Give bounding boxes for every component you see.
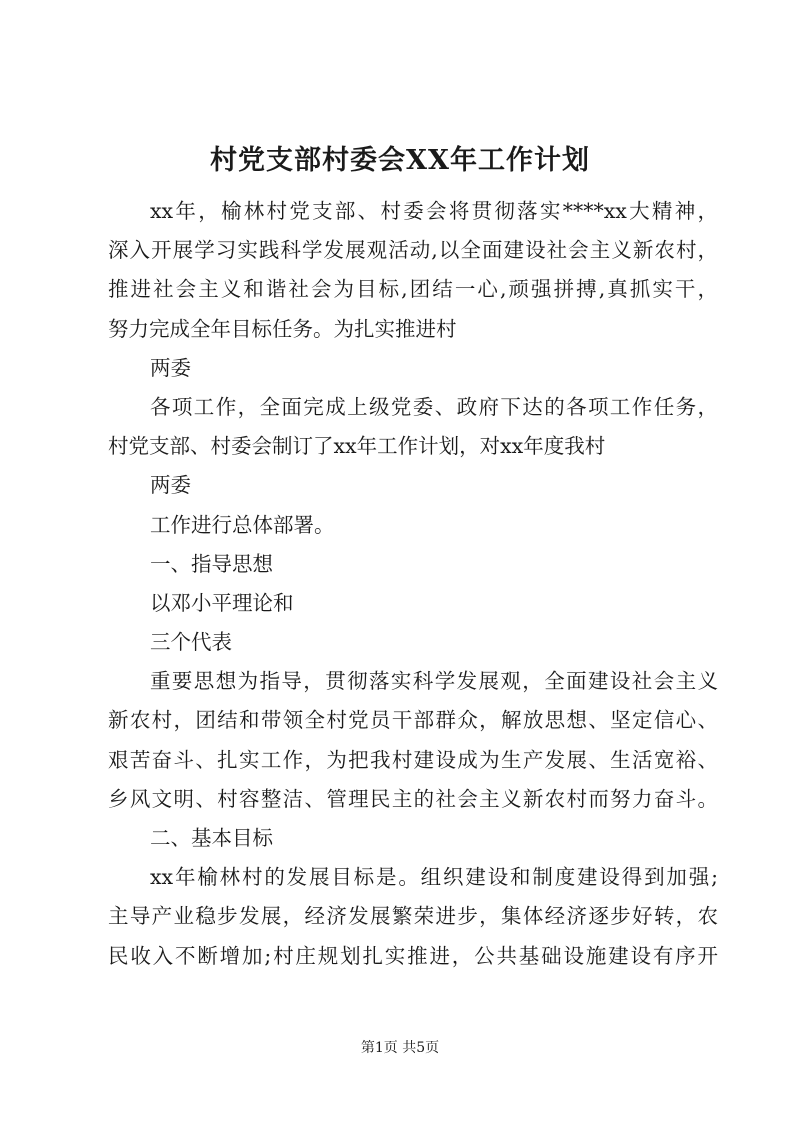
section-heading: 一、指导思想: [150, 551, 273, 576]
text-line: 两委: [150, 473, 191, 498]
document-title: 村党支部村委会XX年工作计划: [210, 145, 590, 176]
text-line: 工作进行总体部署。: [150, 512, 335, 537]
text-line: 两委: [150, 355, 191, 380]
text-line: 重要思想为指导，贯彻落实科学发展观，全面建设社会主义: [150, 669, 718, 694]
page-number: 第1页 共5页: [360, 1040, 440, 1056]
text-line: 以邓小平理论和: [150, 590, 294, 615]
text-line: 民收入不断增加;村庄规划扎实推进，公共基础设施建设有序开: [108, 943, 718, 968]
text-line: 艰苦奋斗、扎实工作，为把我村建设成为生产发展、生活宽裕、: [108, 747, 718, 772]
text-line: 新农村，团结和带领全村党员干部群众，解放思想、坚定信心、: [108, 708, 718, 733]
text-line: 乡风文明、村容整洁、管理民主的社会主义新农村而努力奋斗。: [108, 786, 718, 811]
text-line: xx年榆林村的发展目标是。组织建设和制度建设得到加强;: [150, 865, 718, 890]
text-line: 深入开展学习实践科学发展观活动,以全面建设社会主义新农村，: [108, 238, 718, 263]
document-body: [108, 192, 718, 976]
text-line: xx年，榆林村党支部、村委会将贯彻落实****xx大精神，: [150, 199, 718, 223]
text-line: 各项工作，全面完成上级党委、政府下达的各项工作任务，: [150, 394, 718, 419]
text-line: 主导产业稳步发展，经济发展繁荣进步，集体经济逐步好转，农: [108, 904, 718, 929]
section-heading: 二、基本目标: [150, 826, 273, 850]
text-line: 村党支部、村委会制订了xx年工作计划，对xx年度我村: [108, 434, 606, 459]
text-line: 努力完成全年目标任务。为扎实推进村: [108, 316, 457, 341]
text-line: 推进社会主义和谐社会为目标,团结一心,顽强拼搏,真抓实干，: [108, 277, 718, 302]
text-line: 三个代表: [150, 630, 232, 655]
